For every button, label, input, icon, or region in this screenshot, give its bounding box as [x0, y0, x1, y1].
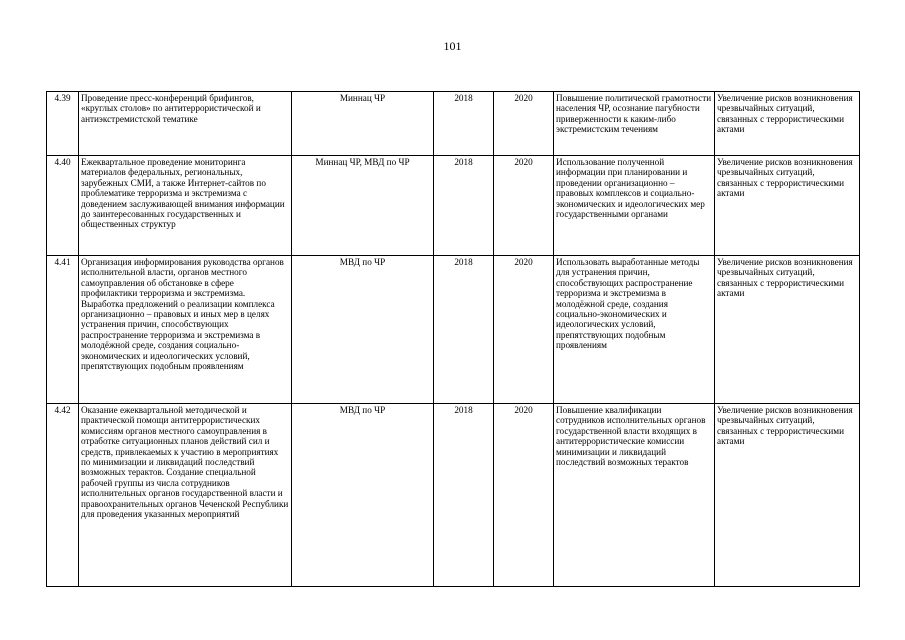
- start-year-cell: 2018: [434, 156, 494, 256]
- event-cell: Проведение пресс-конференций брифингов, «круглых столов» по антитеррористической и антиэкстремистской тематике: [79, 92, 292, 156]
- executor-cell: МВД по ЧР: [292, 256, 434, 404]
- table-row: [47, 256, 860, 404]
- event-cell: Ежеквартальное проведение мониторинга материалов федеральных, региональных, зарубежных СМИ, а также Интернет-сайтов по проблематике терроризма и экстремизма с доведением заслуживающей внимания информации до заинтересованных государственных и общественных структур: [79, 156, 292, 256]
- consequence-cell: Увеличение рисков возникновения чрезвычайных ситуаций, связанных с террористическими актами: [715, 156, 860, 256]
- consequence-cell: Увеличение рисков возникновения чрезвычайных ситуаций, связанных с террористическими актами: [715, 404, 860, 587]
- row-number: 4.41: [47, 256, 79, 404]
- consequence-cell: Увеличение рисков возникновения чрезвычайных ситуаций, связанных с террористическими актами: [715, 256, 860, 404]
- table-row: [47, 156, 860, 256]
- table-row: [47, 92, 860, 156]
- table-row: [47, 404, 860, 587]
- start-year-cell: 2018: [434, 92, 494, 156]
- row-number: 4.39: [47, 92, 79, 156]
- executor-cell: Миннац ЧР, МВД по ЧР: [292, 156, 434, 256]
- end-year-cell: 2020: [494, 256, 554, 404]
- page-number: 101: [443, 39, 462, 53]
- table-body: [47, 92, 860, 587]
- row-number: 4.42: [47, 404, 79, 587]
- end-year-cell: 2020: [494, 156, 554, 256]
- result-cell: Использование полученной информации при планировании и проведении организационно – правовых комплексов и социально-экономических и идеологических мер государственными органами: [554, 156, 715, 256]
- executor-cell: Миннац ЧР: [292, 92, 434, 156]
- executor-cell: МВД по ЧР: [292, 404, 434, 587]
- result-cell: Повышение квалификации сотрудников исполнительных органов государственной власти входящих в антитеррористические комиссии минимизации и ликвидаций последствий возможных терактов: [554, 404, 715, 587]
- start-year-cell: 2018: [434, 404, 494, 587]
- end-year-cell: 2020: [494, 92, 554, 156]
- event-cell: Организация информирования руководства органов исполнительной власти, органов местного самоуправления об обстановке в сфере профилактики терроризма и экстремизма. Выработка предложений о реализации комплекса организационно – правовых и иных мер в целях устранения причин, способствующих распространение терроризма и экстремизма в молодёжной среде, создания социально-экономических и идеологических условий, препятствующих подобным проявлениям: [79, 256, 292, 404]
- event-cell: Оказание ежеквартальной методической и практической помощи антитеррористических комиссиям органов местного самоуправления в отработке ситуационных планов действий сил и средств, привлекаемых к участию в мероприятиях по минимизации и ликвидаций последствий возможных терактов. Создание специальной рабочей группы из числа сотрудников исполнительных органов государственной власти и правоохранительных органов Чеченской Республики для проведения указанных мероприятий: [79, 404, 292, 587]
- measures-table: [46, 91, 860, 587]
- start-year-cell: 2018: [434, 256, 494, 404]
- end-year-cell: 2020: [494, 404, 554, 587]
- consequence-cell: Увеличение рисков возникновения чрезвычайных ситуаций, связанных с террористическими актами: [715, 92, 860, 156]
- row-number: 4.40: [47, 156, 79, 256]
- result-cell: Использовать выработанные методы для устранения причин, способствующих распространение терроризма и экстремизма в молодёжной среде, создания социально-экономических и идеологических условий, препятствующих подобным проявлениям: [554, 256, 715, 404]
- result-cell: Повышение политической грамотности населения ЧР, осознание пагубности приверженности к каким-либо экстремистским течениям: [554, 92, 715, 156]
